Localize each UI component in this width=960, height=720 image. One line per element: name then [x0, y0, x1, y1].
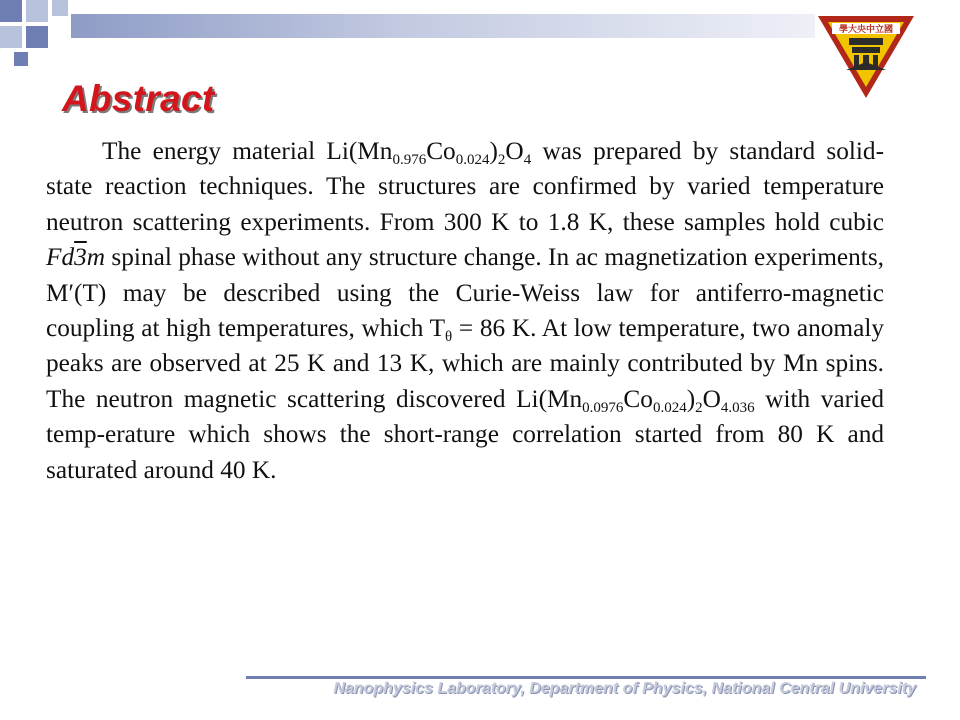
subscript-paren-2: 2	[695, 399, 703, 416]
abstract-text-1: The energy material Li(Mn	[102, 137, 393, 165]
subscript-paren-1: 2	[497, 152, 506, 168]
abstract-text-paren-2: )	[686, 384, 696, 413]
subscript-mn-2: 0.0976	[582, 399, 624, 416]
subscript-o-1: 4	[523, 152, 532, 168]
space-group-prefix: Fd	[46, 243, 75, 272]
university-logo-icon	[816, 14, 916, 100]
header-square-6	[14, 52, 28, 66]
space-group-suffix: m	[86, 243, 106, 272]
abstract-text-paren-1: )	[489, 137, 498, 165]
subscript-mn-1: 0.976	[392, 152, 427, 168]
abstract-text-5: with varied temp-erature which shows the short-range correlation started from 80 K and saturated around 40 K.	[46, 384, 884, 484]
abstract-text-co-2: Co	[623, 384, 653, 413]
subscript-theta: θ	[445, 329, 453, 346]
header-square-2	[26, 0, 48, 22]
header-gradient-bar	[71, 14, 815, 38]
subscript-co-1: 0.024	[455, 152, 490, 168]
abstract-text-2: was prepared by standard solid-state reaction techniques. The structures are confirmed by varied temperature neutron scattering experiments. From 300 K to 1.8 K, these samples hold cubic	[46, 137, 884, 236]
logo-label: 學大央中立國	[838, 25, 894, 35]
space-group-bar-digit: 3	[74, 243, 87, 272]
header-square-1	[0, 0, 22, 22]
space-group	[46, 243, 105, 271]
footer-divider	[246, 676, 926, 679]
abstract-text-co-1: Co	[426, 137, 456, 165]
footer-caption: Nanophysics Laboratory, Department of Physics, National Central University	[333, 680, 916, 697]
abstract-text-o-2: O	[702, 384, 721, 413]
slide-title: Abstract	[62, 78, 215, 119]
university-logo	[816, 14, 916, 100]
abstract-text-4: = 86 K. At low temperature, two anomaly peaks are observed at 25 K and 13 K, which are mainly contributed by Mn spins. The neutron magnetic scattering discovered Li(Mn	[46, 314, 885, 413]
abstract-paragraph	[46, 134, 884, 488]
header-square-4	[0, 26, 22, 48]
subscript-co-2: 0.024	[652, 399, 687, 416]
subscript-o-2: 4.036	[720, 399, 755, 416]
header-square-3	[52, 0, 68, 16]
header-square-5	[26, 26, 48, 48]
abstract-text-3: spinal phase without any structure change. In ac magnetization experiments, M′(T) may be described using the Curie-Weiss law for antiferro-magnetic coupling at high temperatures, which T	[46, 243, 884, 343]
abstract-text-o-1: O	[505, 137, 524, 165]
